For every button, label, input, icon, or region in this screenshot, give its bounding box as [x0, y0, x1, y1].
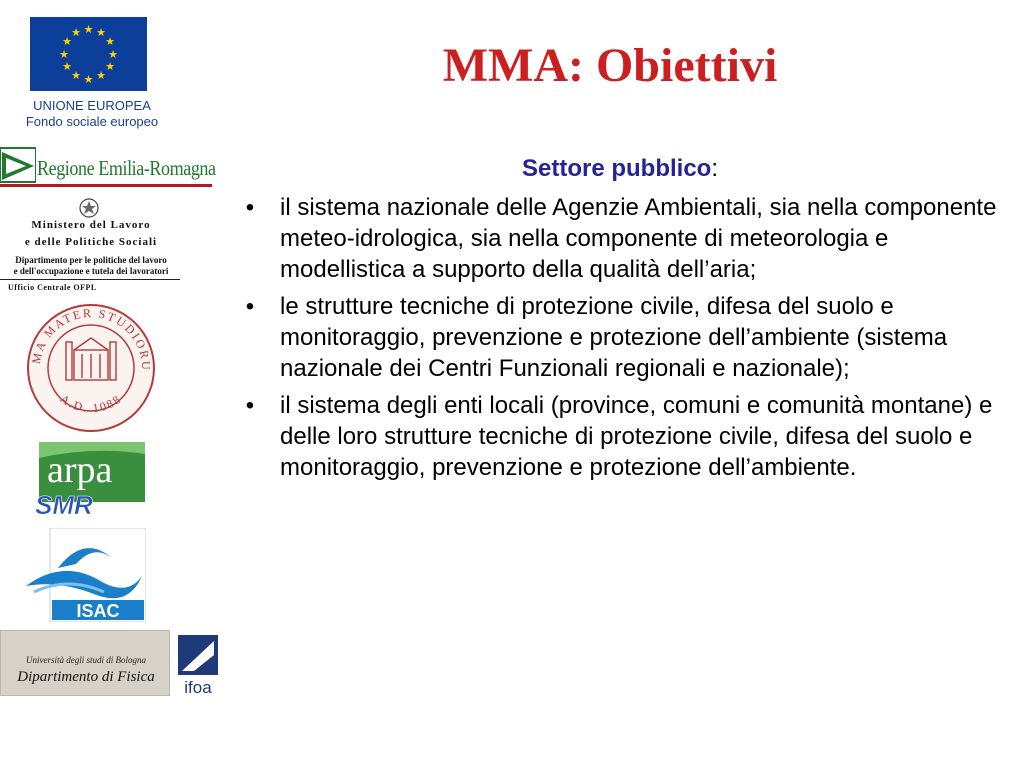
svg-text:★: ★: [105, 60, 115, 73]
ministry-line3: Dipartimento per le politiche del lavoro: [15, 255, 167, 265]
university-seal-icon: [22, 302, 160, 433]
dipartimento-fisica-logo: [0, 630, 170, 696]
fisica-line2: Dipartimento di Fisica: [17, 669, 155, 685]
svg-text:ALMA MATER STUDIORUM: MA MATER STUDIORU: [28, 305, 154, 372]
svg-text:★: ★: [83, 73, 94, 86]
list-item-text: il sistema degli enti locali (province, comuni e comunità montane) e delle loro strutture tecniche di protezione civile, difesa del suolo e monitoraggio, prevenzione e protezione dell’ambiente.: [280, 392, 993, 481]
list-item: [238, 192, 1013, 285]
arpa-smr-logo: [33, 440, 147, 518]
ministero-lavoro-logo: [0, 197, 182, 297]
eu-logo-caption: [6, 98, 178, 130]
eu-caption-line1: UNIONE EUROPEA: [33, 98, 151, 113]
svg-text:★: ★: [62, 60, 72, 73]
ifoa-logo: [174, 633, 222, 696]
section-heading: [240, 153, 1000, 185]
svg-text:★: ★: [71, 26, 81, 39]
svg-text:arpa: arpa: [47, 449, 113, 491]
arpa-logo-icon: [33, 440, 147, 518]
list-item-text: le strutture tecniche di protezione civile, difesa del suolo e monitoraggio, prevenzione e protezione dell’ambiente (sistema nazionale dei Centri Funzionali regionali e nazionale);: [280, 293, 948, 382]
svg-text:★: ★: [96, 26, 106, 39]
svg-text:ifoa: ifoa: [184, 678, 212, 696]
svg-text:ISAC: ISAC: [76, 601, 120, 621]
ministry-line4: e dell'occupazione e tutela dei lavoratori: [13, 266, 169, 276]
svg-text:★: ★: [62, 35, 72, 48]
objectives-list: [238, 192, 1013, 489]
ifoa-logo-icon: [174, 633, 222, 696]
republic-emblem-icon: [76, 197, 102, 219]
bullet-icon: •: [245, 392, 255, 419]
section-heading-text: Settore pubblico: [521, 155, 712, 182]
svg-text:A.D. 1088: A.D. 1088: [57, 391, 125, 416]
svg-text:★: ★: [71, 69, 81, 82]
ministry-divider: [0, 279, 180, 280]
eu-caption-line2: Fondo sociale europeo: [25, 114, 159, 129]
svg-text:SMR: SMR: [35, 490, 93, 518]
bullet-icon: •: [245, 194, 255, 221]
isac-logo: [24, 528, 146, 622]
region-red-bar: [0, 184, 212, 187]
region-name: Regione Emilia-Romagna: [37, 156, 216, 180]
ministry-line5: Ufficio Centrale OFPL: [8, 283, 97, 292]
list-item: [238, 390, 1013, 483]
svg-text:★: ★: [96, 69, 106, 82]
bullet-icon: •: [245, 293, 255, 320]
svg-text:★: ★: [83, 23, 94, 36]
fisica-line1: Università degli studi di Bologna: [26, 655, 146, 665]
isac-logo-icon: [24, 528, 146, 622]
list-item-text: il sistema nazionale delle Agenzie Ambientali, sia nella componente meteo-idrologica, sia nella componente di meteorologia e modellistica a supporto della qualità dell’aria;: [280, 194, 997, 283]
section-heading-colon: :: [711, 155, 718, 182]
eu-stars-icon: [30, 17, 147, 91]
svg-text:★: ★: [59, 48, 69, 61]
eu-flag-logo: [30, 17, 147, 91]
regione-emilia-romagna-logo: [0, 146, 215, 194]
slide-title: MMA: Obiettivi: [442, 39, 778, 92]
svg-text:★: ★: [108, 48, 118, 61]
ministry-line2: e delle Politiche Sociali: [24, 236, 158, 248]
svg-text:★: ★: [105, 35, 115, 48]
university-bologna-seal: [22, 302, 160, 433]
ministry-line1: Ministero del Lavoro: [31, 219, 151, 231]
list-item: [238, 291, 1013, 384]
region-emblem-icon: [0, 146, 36, 184]
